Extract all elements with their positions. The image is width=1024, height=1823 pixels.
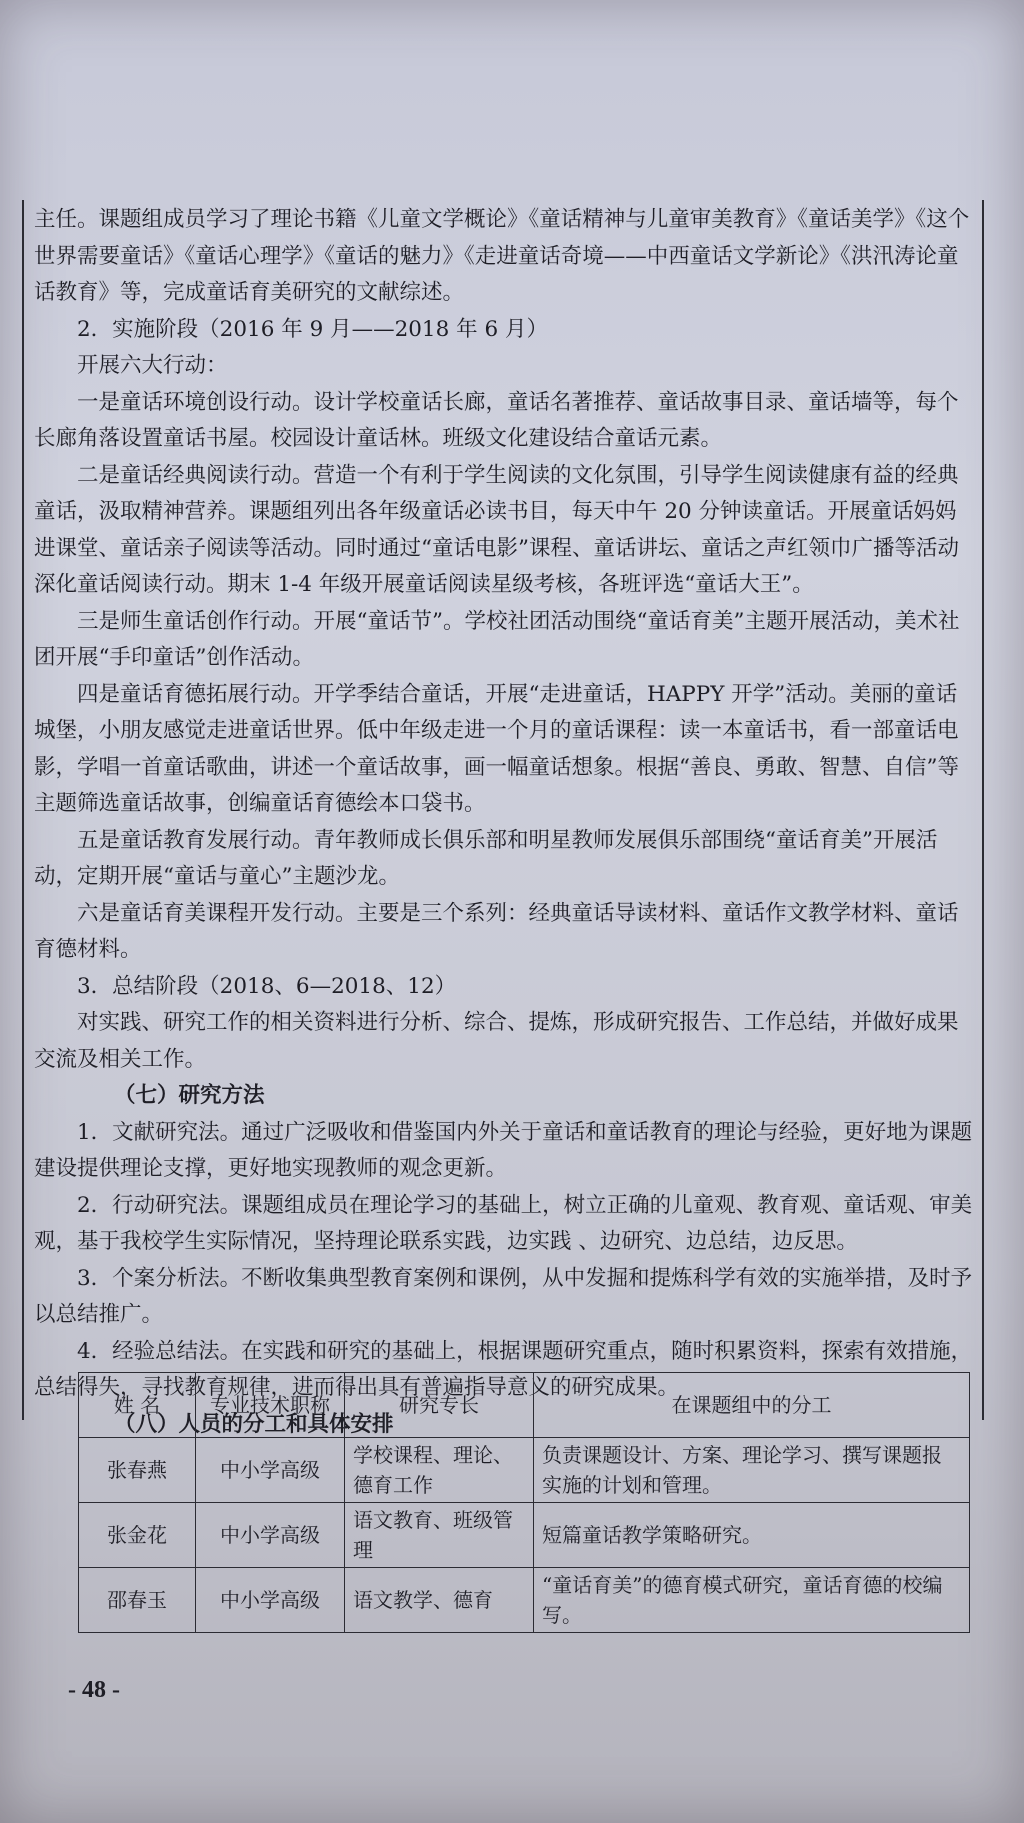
cell-specialty: 语文教学、德育 bbox=[345, 1568, 534, 1633]
paragraph-action-creation: 三是师生童话创作行动。开展“童话节”。学校社团活动围绕“童话育美”主题开展活动，美术社团开展“手印童话”创作活动。 bbox=[34, 608, 960, 670]
paragraph-action-teacher: 五是童话教育发展行动。青年教师成长俱乐部和明星教师发展俱乐部围绕“童话育美”开展活动，定期开展“童话与童心”主题沙龙。 bbox=[34, 827, 938, 889]
paragraph-action-moral: 四是童话育德拓展行动。开学季结合童话，开展“走进童话，HAPPY 开学”活动。美丽的童话城堡，小朋友感觉走进童话世界。低中年级走进一个月的童话课程：读一本童话书，看一部童话电影，学唱一首童话歌曲，讲述一个童话故事，画一幅童话想象。根据“善良、勇敢、智慧、自信”等主题筛选童话故事，创编童话育德绘本口袋书。 bbox=[34, 681, 959, 816]
cell-title: 中小学高级 bbox=[196, 1438, 345, 1503]
cell-role: 短篇童话教学策略研究。 bbox=[534, 1503, 970, 1568]
paragraph-method-case: 3．个案分析法。不断收集典型教育案例和课例，从中发掘和提炼科学有效的实施举措，及时予以总结推广。 bbox=[34, 1265, 973, 1327]
staff-table bbox=[78, 1372, 970, 1633]
paragraph-literature-review: 主任。课题组成员学习了理论书籍《儿童文学概论》《童话精神与儿童审美教育》《童话美学》《这个世界需要童话》《童话心理学》《童话的魅力》《走进童话奇境——中西童话文学新论》《洪汛涛论童话教育》等，完成童话育美研究的文献综述。 bbox=[34, 207, 970, 305]
section-heading-staff: （八）人员的分工和具体安排 bbox=[114, 1411, 394, 1437]
paragraph-summary-stage: 3．总结阶段（2018、6—2018、12） bbox=[77, 973, 457, 999]
section-heading-methods: （七）研究方法 bbox=[114, 1083, 265, 1108]
paragraph-method-experience: 4．经验总结法。在实践和研究的基础上，根据课题研究重点，随时积累资料，探索有效措施，总结得失，寻找教育规律，进而得出具有普遍指导意义的研究成果。 bbox=[34, 1338, 973, 1400]
paragraph-summary-detail: 对实践、研究工作的相关资料进行分析、综合、提炼，形成研究报告、工作总结，并做好成果交流及相关工作。 bbox=[34, 1010, 959, 1072]
paragraph-six-actions: 开展六大行动： bbox=[77, 353, 228, 378]
cell-name: 张春燕 bbox=[79, 1438, 196, 1503]
cell-specialty: 学校课程、理论、德育工作 bbox=[345, 1438, 534, 1503]
paragraph-implementation-stage: 2．实施阶段（2016 年 9 月——2018 年 6 月） bbox=[77, 316, 548, 342]
body-text bbox=[34, 202, 974, 1443]
paragraph-action-reading: 二是童话经典阅读行动。营造一个有利于学生阅读的文化氛围，引导学生阅读健康有益的经典童话，汲取精神营养。课题组列出各年级童话必读书目，每天中午 20 分钟读童话。开展童话妈妈进课堂、童话亲子阅读等活动。同时通过“童话电影”课程、童话讲坛、童话之声红领巾广播等活动深化童话阅读行动。期末 1-4 年级开展童话阅读星级考核，各班评选“童话大王”。 bbox=[34, 462, 959, 597]
paragraph-method-literature: 1．文献研究法。通过广泛吸收和借鉴国内外关于童话和童话教育的理论与经验，更好地为课题建设提供理论支撑，更好地实现教师的观念更新。 bbox=[34, 1119, 973, 1181]
cell-name: 张金花 bbox=[79, 1503, 196, 1568]
page-number: - 48 - bbox=[68, 1677, 120, 1703]
paragraph-action-curriculum: 六是童话育美课程开发行动。主要是三个系列：经典童话导读材料、童话作文教学材料、童话育德材料。 bbox=[34, 900, 959, 962]
table-row bbox=[79, 1438, 970, 1503]
cell-name: 邵春玉 bbox=[79, 1568, 196, 1633]
cell-title: 中小学高级 bbox=[196, 1503, 345, 1568]
cell-role: “童话育美”的德育模式研究，童话育德的校编写。 bbox=[534, 1568, 970, 1633]
table-row bbox=[79, 1503, 970, 1568]
paragraph-action-environment: 一是童话环境创设行动。设计学校童话长廊，童话名著推荐、童话故事目录、童话墙等，每个长廊角落设置童话书屋。校园设计童话林。班级文化建设结合童话元素。 bbox=[34, 389, 959, 451]
header-name: 姓 名 bbox=[79, 1373, 196, 1438]
cell-role: 负责课题设计、方案、理论学习、撰写课题报实施的计划和管理。 bbox=[534, 1438, 970, 1503]
cell-specialty: 语文教育、班级管理 bbox=[345, 1503, 534, 1568]
header-specialty: 研究专长 bbox=[345, 1373, 534, 1438]
paragraph-method-action: 2．行动研究法。课题组成员在理论学习的基础上，树立正确的儿童观、教育观、童话观、审美观，基于我校学生实际情况，坚持理论联系实践，边实践 、边研究、边总结，边反思。 bbox=[34, 1192, 973, 1254]
table-header-row bbox=[79, 1373, 970, 1438]
header-title: 专业技术职称 bbox=[196, 1373, 345, 1438]
table-row bbox=[79, 1568, 970, 1633]
cell-title: 中小学高级 bbox=[196, 1568, 345, 1633]
header-role: 在课题组中的分工 bbox=[534, 1373, 970, 1438]
